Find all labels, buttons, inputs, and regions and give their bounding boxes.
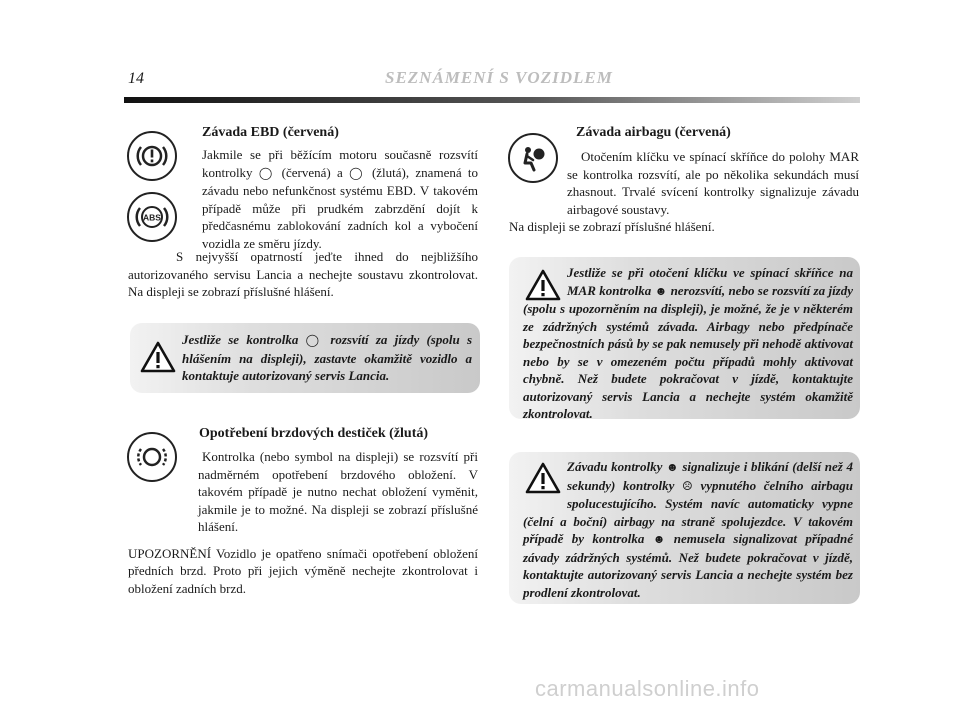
airbag-paragraph <box>509 148 859 236</box>
ebd-text-c: (žlutá), znamená to závadu nebo nefunkčnost systému EBD. V takovém případě může při prudkém zabrzdění dojít k předčasnému zablokování zadních kol a vybočení vozidla ze směru jízdy. <box>202 164 479 251</box>
brake-pads-text-a: Kontrolka (nebo symbol na displeji) se rozsvítí při nadměrném opotřebení brzdového obložení. V takovém případě je nutno nechat obložení vyměnit, jakmile je to možné. Na displeji se zobrazí příslušné hlášení. <box>198 449 478 534</box>
airbag-warning-2-text-b: signalizuje i blikání (delší než 4 sekundy) kontrolky <box>567 459 853 493</box>
ebd-section-title: Závada EBD (červená) <box>202 125 339 140</box>
brake-pads-text-b: UPOZORNĚNÍ Vozidlo je opatřeno snímači opotřebení obložení předních brzd. Proto při jejich výměně nechejte zkontrolovat i obložení zadních brzd. <box>128 545 478 596</box>
brake-pads-section-title: Opotřebení brzdových destiček (žlutá) <box>199 426 429 441</box>
footer-watermark: carmanualsonline.info <box>535 676 760 701</box>
ebd-paragraph <box>202 146 478 252</box>
abs-warning-icon <box>127 192 177 242</box>
airbag-text-a: Otočením klíčku ve spínací skříňce do polohy MAR se kontrolka rozsvítí, ale po několika sekundách musí zhasnout. Trvalé svícení kontrolky signalizuje závadu airbagové soustavy. <box>567 149 859 217</box>
page-number: 14 <box>128 70 144 87</box>
header-rule <box>124 97 860 103</box>
ebd-paragraph-2 <box>128 248 478 301</box>
brake-inline-icon: ◯ <box>305 333 324 347</box>
ebd-warning-text-a: Jestliže se kontrolka <box>182 332 299 347</box>
running-header-title: SEZNÁMENÍ S VOZIDLEM <box>385 68 613 87</box>
airbag-section-title: Závada airbagu (červená) <box>576 125 731 140</box>
ebd-warning-text-b: rozsvítí za jízdy (spolu s hlášením na displeji), zastavte okamžitě vozidlo a kontaktuje autorizovaný servis Lancia. <box>182 332 473 383</box>
airbag-warning-2-text-c: vypnutého čelního airbagu spolucestujícího. Systém navíc automaticky vypne (čelní a boční) airbagy na straně spolujezdce. V takovém případě by kontrolka <box>523 477 854 546</box>
airbag-warning-2-text-a: Závadu kontrolky <box>567 459 663 474</box>
airbag-warning-box-2 <box>509 452 860 604</box>
passenger-airbag-off-inline-icon: ☹ <box>682 478 693 493</box>
warning-triangle-icon <box>140 341 176 373</box>
ebd-text-d: S nejvyšší opatrností jeďte ihned do nejbližšího autorizovaného servisu Lancia a nechejte soustavu zkontrolovat. Na displeji se zobrazí příslušné hlášení. <box>128 249 478 299</box>
airbag-inline-icon: ☻ <box>654 283 668 298</box>
airbag-inline-icon: ☻ <box>666 460 679 474</box>
ebd-text-b: (červená) a <box>281 164 343 180</box>
abs-inline-icon: ◯ <box>349 165 366 180</box>
airbag-inline-icon: ☻ <box>652 532 666 546</box>
ebd-text-a: Jakmile se při běžícím motoru současně rozsvítí kontrolky <box>202 147 478 180</box>
airbag-warning-2-text-d: nemusela signalizovat případné závady zádržných systémů. Než budete pokračovat v jízdě, kontaktujte autorizovaný servis Lancia a nechejte systém bez prodlení zkontrolovat. <box>523 531 853 600</box>
airbag-warning-1-text-a: Jestliže se při otočení klíčku ve spínací skříňce na MAR kontrolka <box>567 265 853 298</box>
brake-warning-icon <box>127 131 177 181</box>
airbag-warning-box-1 <box>509 257 860 419</box>
airbag-text-b: Na displeji se zobrazí příslušné hlášení. <box>509 219 715 234</box>
airbag-warning-1-text-b: nerozsvítí, nebo se rozsvítí za jízdy (spolu s upozorněním na displeji), je možné, že je v některém ze zádržných systémů závada. Airbagy nebo předpínače bezpečnostních pásů by se pak nemusely při nehodě aktivovat nebo by se v omezeném počtu případů mohly aktivovat chybně. Než budete pokračovat v jízdě, kontaktujte autorizovaný servis Lancia a nechejte systém okamžitě zkontrolovat. <box>523 282 854 421</box>
ebd-warning-box <box>130 323 480 393</box>
brake-pads-paragraph <box>128 448 478 597</box>
abs-icon-label: ABS <box>143 212 161 223</box>
brake-inline-icon: ◯ <box>258 165 276 180</box>
